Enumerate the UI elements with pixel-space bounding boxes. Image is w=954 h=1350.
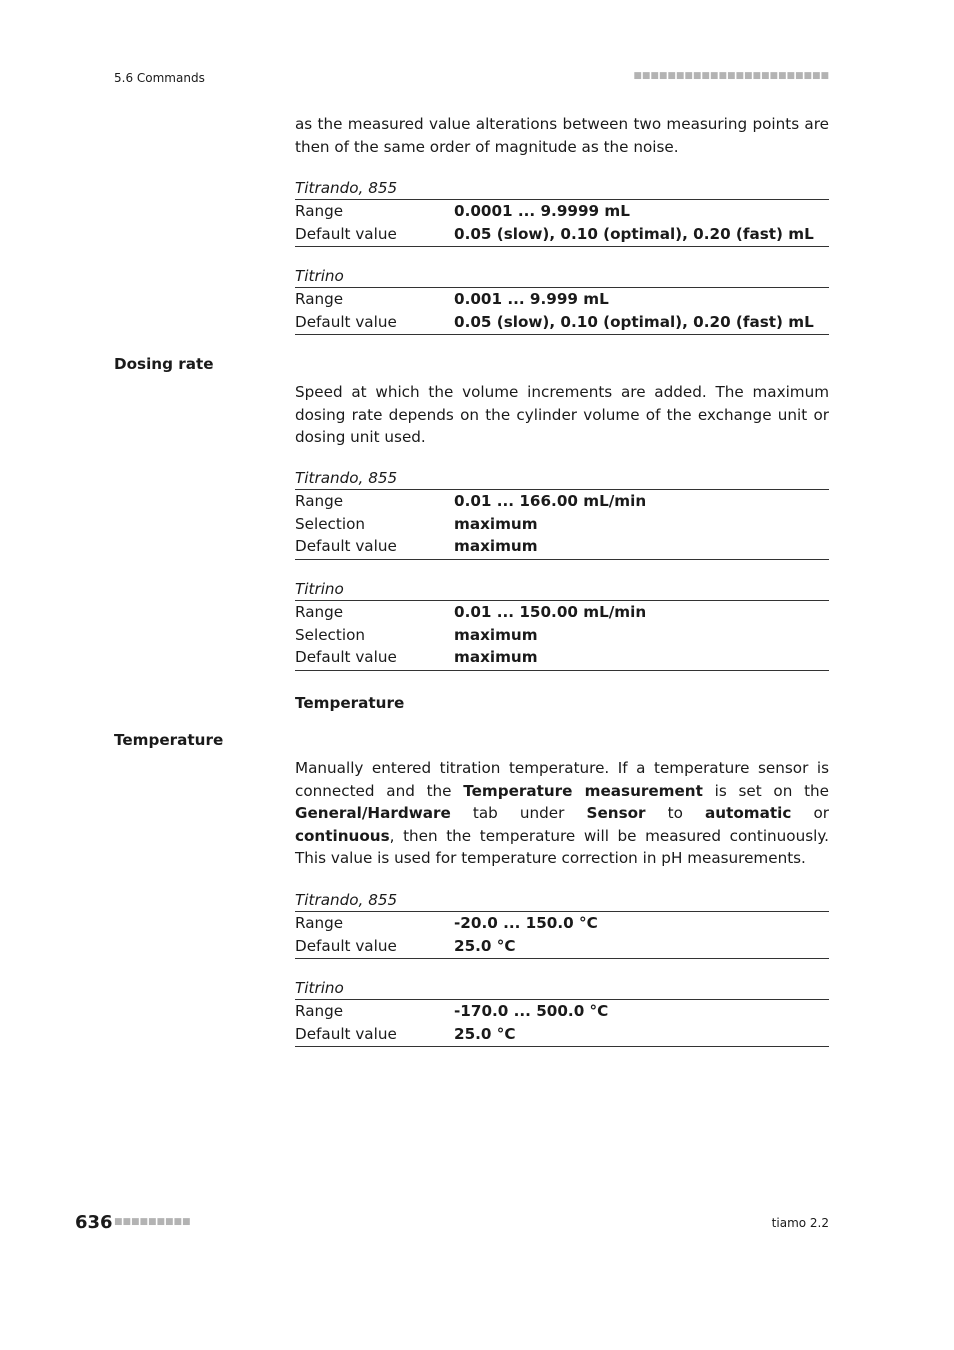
temperature-paragraph bbox=[295, 757, 829, 870]
section-title: 5.6 Commands bbox=[114, 71, 205, 85]
row-key: Default value bbox=[295, 312, 397, 331]
row-value: maximum bbox=[454, 537, 538, 555]
table-row bbox=[295, 200, 829, 223]
dosing-table-titrino bbox=[295, 578, 829, 671]
row-value: -20.0 ... 150.0 °C bbox=[454, 914, 598, 932]
text-bold: automatic bbox=[705, 804, 792, 822]
row-key: Range bbox=[295, 1002, 344, 1020]
intro-paragraph: as the measured value alterations between two measuring points are then of the same order of magnitude as the noise. bbox=[295, 115, 829, 156]
product-name: tiamo 2.2 bbox=[771, 1216, 829, 1230]
row-value: 0.01 ... 166.00 mL/min bbox=[454, 492, 647, 510]
table-row bbox=[295, 288, 829, 311]
row-value: 0.01 ... 150.00 mL/min bbox=[454, 603, 647, 621]
table-row bbox=[295, 513, 829, 536]
row-value: -170.0 ... 500.0 °C bbox=[454, 1002, 609, 1020]
table-caption: Titrando, 855 bbox=[295, 177, 829, 200]
table-row bbox=[295, 1023, 829, 1048]
row-key: Default value bbox=[295, 648, 397, 666]
row-value: 0.05 (slow), 0.10 (optimal), 0.20 (fast) mL bbox=[454, 224, 814, 243]
dosing-rate-heading: Dosing rate bbox=[114, 355, 214, 373]
dosing-rate-paragraph: Speed at which the volume increments are added. The maximum dosing rate depends on the cylinder volume of the exchange unit or dosing unit used. bbox=[295, 383, 829, 446]
row-key: Range bbox=[295, 290, 344, 308]
row-value: 0.05 (slow), 0.10 (optimal), 0.20 (fast) mL bbox=[454, 312, 814, 331]
text-bold: Temperature measurement bbox=[463, 781, 703, 800]
table-caption: Titrino bbox=[295, 578, 829, 601]
row-value: maximum bbox=[454, 625, 538, 644]
row-value: 0.001 ... 9.999 mL bbox=[454, 290, 609, 308]
row-value: 25.0 °C bbox=[454, 936, 516, 955]
dosing-table-titrando bbox=[295, 467, 829, 560]
table-row bbox=[295, 935, 829, 960]
row-key: Default value bbox=[295, 224, 397, 243]
row-key: Range bbox=[295, 492, 344, 510]
table-caption: Titrando, 855 bbox=[295, 889, 829, 912]
row-value: maximum bbox=[454, 648, 538, 666]
text-segment: , then the temperature will be measured continuously. This value is used for temperature correction in pH measurements. bbox=[295, 826, 829, 867]
table-caption: Titrino bbox=[295, 977, 829, 1000]
table-row bbox=[295, 1000, 829, 1023]
row-value: 25.0 °C bbox=[454, 1024, 516, 1043]
text-bold: General/Hardware bbox=[295, 804, 451, 822]
table-row bbox=[295, 912, 829, 935]
row-key: Range bbox=[295, 202, 344, 220]
footer-decoration: ■■■■■■■■■ bbox=[114, 1217, 191, 1227]
row-key: Range bbox=[295, 603, 344, 621]
text-bold: continuous bbox=[295, 826, 390, 845]
table-row bbox=[295, 311, 829, 336]
row-value: 0.0001 ... 9.9999 mL bbox=[454, 202, 630, 220]
row-key: Range bbox=[295, 914, 344, 932]
volume-table-titrando bbox=[295, 177, 829, 247]
text-segment: or bbox=[791, 804, 829, 822]
table-caption: Titrino bbox=[295, 265, 829, 288]
page-number: 636 bbox=[75, 1212, 113, 1233]
table-row bbox=[295, 490, 829, 513]
table-row bbox=[295, 646, 829, 671]
row-value: maximum bbox=[454, 514, 538, 533]
row-key: Default value bbox=[295, 936, 397, 955]
temperature-table-titrando bbox=[295, 889, 829, 959]
table-row bbox=[295, 535, 829, 560]
text-segment: Manually entered titration temperature. If a temperature sensor is connected and the bbox=[295, 759, 829, 800]
temperature-heading: Temperature bbox=[114, 731, 224, 749]
table-caption: Titrando, 855 bbox=[295, 467, 829, 490]
temperature-subheading: Temperature bbox=[295, 694, 405, 712]
row-key: Default value bbox=[295, 1024, 397, 1043]
header-decoration: ■■■■■■■■■■■■■■■■■■■■■■■ bbox=[633, 71, 829, 81]
volume-table-titrino bbox=[295, 265, 829, 335]
temperature-table-titrino bbox=[295, 977, 829, 1047]
text-segment: tab under bbox=[450, 804, 587, 822]
row-key: Selection bbox=[295, 625, 365, 644]
table-row bbox=[295, 601, 829, 624]
table-row bbox=[295, 624, 829, 647]
text-bold: Sensor bbox=[586, 804, 646, 822]
row-key: Default value bbox=[295, 537, 397, 555]
table-row bbox=[295, 223, 829, 248]
row-key: Selection bbox=[295, 514, 365, 533]
text-segment: to bbox=[645, 804, 706, 822]
text-segment: is set on the bbox=[702, 781, 830, 800]
